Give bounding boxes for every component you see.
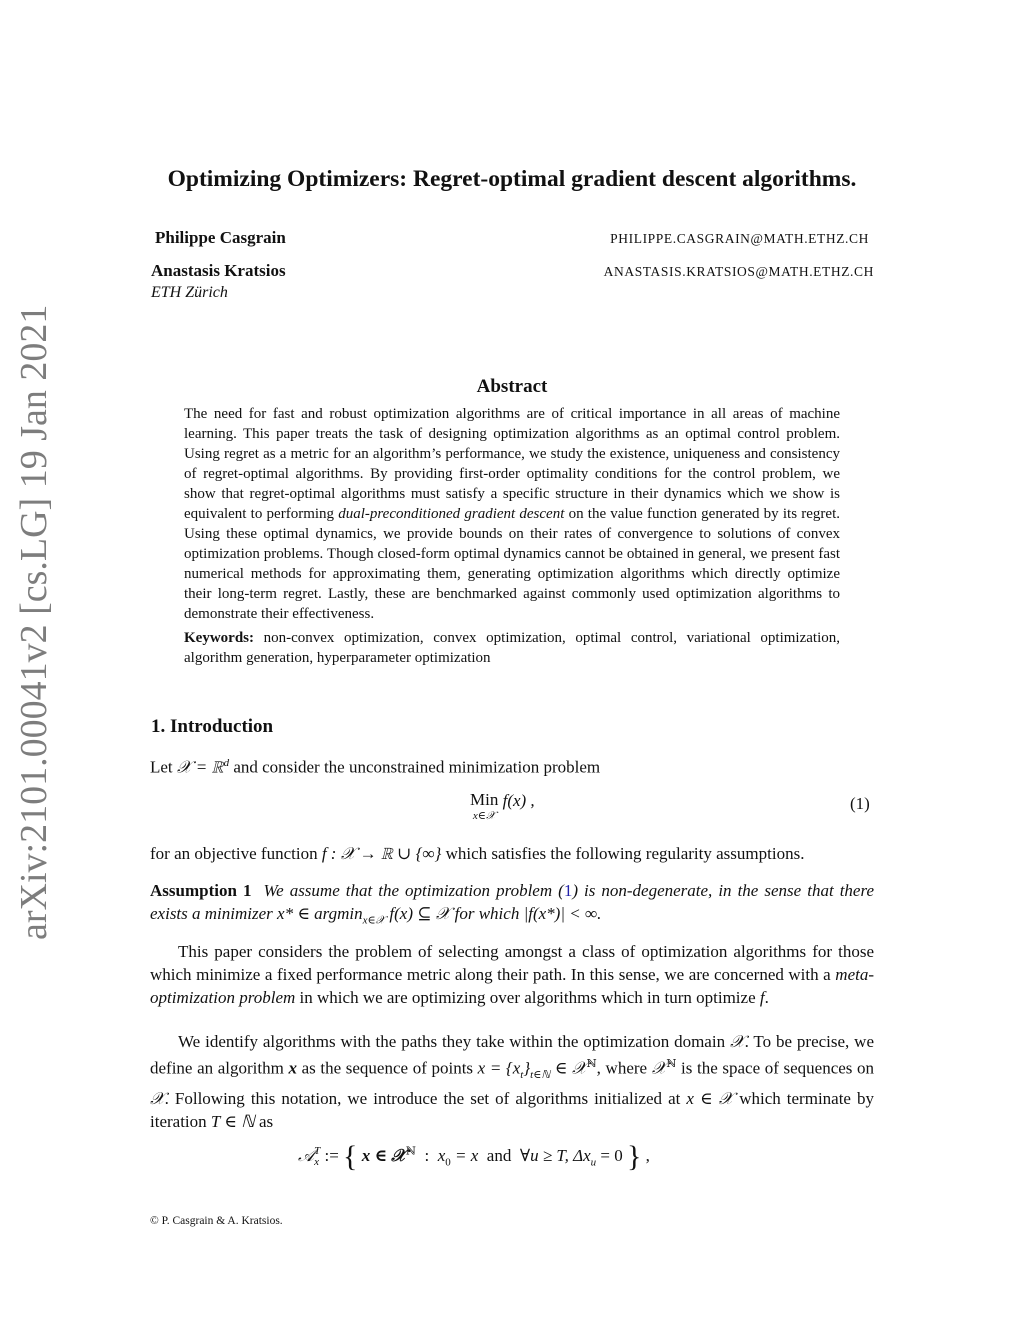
math-sup: T [314, 1145, 321, 1158]
text: We assume that the optimization problem ( [263, 881, 564, 900]
intro-line [150, 752, 874, 779]
math: 𝒳 = ℝ [176, 757, 224, 777]
keywords-text: non-convex optimization, convex optimization, optimal control, variational optimization, algorithm generation, hyperparameter optimization [184, 630, 840, 666]
keywords [184, 628, 840, 668]
footer-copyright: © P. Casgrain & A. Kratsios. [150, 1215, 283, 1227]
math: T ∈ ℕ [210, 1112, 255, 1132]
keywords-label: Keywords: [184, 630, 254, 646]
math-sup: ℕ [405, 1145, 416, 1158]
text: and [486, 1146, 512, 1165]
math-sup: ℕ [666, 1058, 677, 1070]
math: x ∈ 𝒳 [686, 1089, 734, 1109]
math: := [324, 1146, 339, 1165]
emphasis: meta-optimization problem [150, 965, 875, 1007]
math: ∀u ≥ T, Δx [519, 1146, 591, 1165]
paragraph: We identify algorithms with the paths they take within the optimization domain 𝒳. To be precise, we define an algorithm x as the sequence of points $x = \{x_t\}_{t\in ℕ}$ ∈ 𝒳$^ℕ$, where 𝒳$^ℕ$ is the space of sequences on 𝒳. Following this notation, we introduce the set of algorithms initialized at x ∈ 𝒳 which terminate by iteration T ∈ ℕ as [150, 1032, 875, 1132]
math: ∈ 𝒳 [554, 1058, 587, 1078]
math-sub: u [590, 1156, 597, 1169]
math: 𝒳 [651, 1058, 667, 1078]
math-sub: t [520, 1069, 524, 1082]
math: 𝒳 [150, 1089, 165, 1109]
text: as [259, 1112, 274, 1132]
math-sub: x [314, 1156, 319, 1169]
math: 𝒳 [729, 1032, 745, 1051]
math: f [759, 988, 765, 1007]
math: = 0 [600, 1146, 623, 1165]
author-email: PHILIPPE.CASGRAIN@MATH.ETHZ.CH [610, 231, 869, 246]
equation-2 [298, 1140, 650, 1174]
intro-line [150, 842, 874, 865]
math: f(x) ⊆ 𝒳 [389, 904, 451, 923]
text: as the sequence of points [301, 1058, 474, 1078]
paper-title: Optimizing Optimizers: Regret-optimal gradient descent algorithms. [167, 166, 857, 192]
abstract-text: on the value function generated by its regret. Using these optimal dynamics, we provide bounds on their rates of convergence to solutions of convex optimization problems. Though closed-form optimal dynamics cannot be obtained in general, we present fast numerical methods for approximating them, generating optimization algorithms which directly optimize their long-term regret. Lastly, these are benchmarked against commonly used optimization algorithms to demonstrate their effectiveness. [184, 506, 840, 622]
text: . To be precise, we define an algorithm [150, 1032, 874, 1078]
assumption-label: Assumption 1 [150, 881, 252, 900]
abstract-text: The need for fast and robust optimization algorithms are of critical importance in all areas of machine learning. This paper treats the task of designing optimization algorithms as an optimal control problem. Using regret as a metric for an algorithm’s performance, we study the existence, uniqueness and consistency of regret-optimal algorithms. By providing first-order optimality conditions for the control problem, we show that regret-optimal algorithms must satisfy a specific structure in their dynamics which we show is equivalent to performing [184, 406, 840, 522]
arxiv-stamp: arXiv:2101.00041v2 [cs.LG] 19 Jan 2021 [13, 304, 55, 940]
affiliation: ETH Zürich [151, 284, 228, 301]
math-brace: { [343, 1140, 358, 1173]
paragraph [150, 940, 874, 1009]
text: for an objective function [150, 844, 318, 863]
text: ) is non-degenerate, in the sense that there exists a minimizer [150, 881, 875, 923]
equation-number: (1) [850, 794, 870, 813]
math-operator: Min [470, 790, 499, 809]
text: . [764, 988, 769, 1007]
author-name: Philippe Casgrain [155, 228, 286, 247]
equation-reference-link[interactable]: 1 [563, 881, 573, 900]
text: . Following this notation, we introduce the set of algorithms initialized at [164, 1089, 681, 1109]
math: |f(x*)| < ∞. [523, 904, 602, 923]
text: which satisfies the following regularity assumptions. [445, 844, 805, 863]
equation-1 [470, 792, 535, 824]
assumption-block [150, 879, 874, 932]
text: for which [454, 904, 520, 923]
text: Let [150, 757, 173, 777]
math: x [288, 1058, 297, 1078]
math: x* ∈ argmin [277, 904, 363, 923]
text: and consider the unconstrained minimization problem [233, 757, 601, 777]
abstract-body [184, 404, 840, 668]
text: which terminate by iteration [150, 1089, 875, 1132]
text: This paper considers the problem of selecting amongst a class of optimization algorithms for those which minimize a fixed performance metric along their path. In this sense, we are concerned with a [150, 942, 874, 984]
text: in which we are optimizing over algorithms which in turn optimize [299, 988, 756, 1007]
math-sup: ℕ [586, 1058, 597, 1070]
math: , [645, 1146, 650, 1165]
abstract-heading: Abstract [476, 376, 548, 397]
abstract-emphasis: dual-preconditioned gradient descent [338, 506, 565, 522]
math: x = {x [477, 1058, 521, 1078]
math: x ∈ 𝒳 [361, 1146, 406, 1165]
math: = x [455, 1146, 479, 1165]
math-sup: d [223, 757, 230, 769]
text: We identify algorithms with the paths they take within the optimization domain [178, 1032, 726, 1051]
math: f : 𝒳 → ℝ ∪ {∞} [321, 844, 442, 863]
math-sub: x∈𝒳 [362, 914, 386, 927]
author-email: ANASTASIS.KRATSIOS@MATH.ETHZ.CH [603, 264, 874, 279]
author-name: Anastasis Kratsios [151, 261, 286, 280]
math: f(x) , [502, 791, 535, 810]
math: x [437, 1146, 446, 1165]
math: 𝒜 [298, 1146, 315, 1165]
math-brace: } [626, 1140, 642, 1173]
math-sub: 0 [445, 1156, 451, 1169]
math-sub: t∈ℕ [530, 1069, 551, 1082]
text: is the space of sequences on [681, 1058, 875, 1078]
math-sub: x∈𝒳 [472, 810, 496, 822]
math: : [424, 1146, 430, 1165]
text: , where [596, 1058, 648, 1078]
abstract-paragraph [184, 404, 840, 624]
section-heading: 1. Introduction [151, 716, 274, 737]
